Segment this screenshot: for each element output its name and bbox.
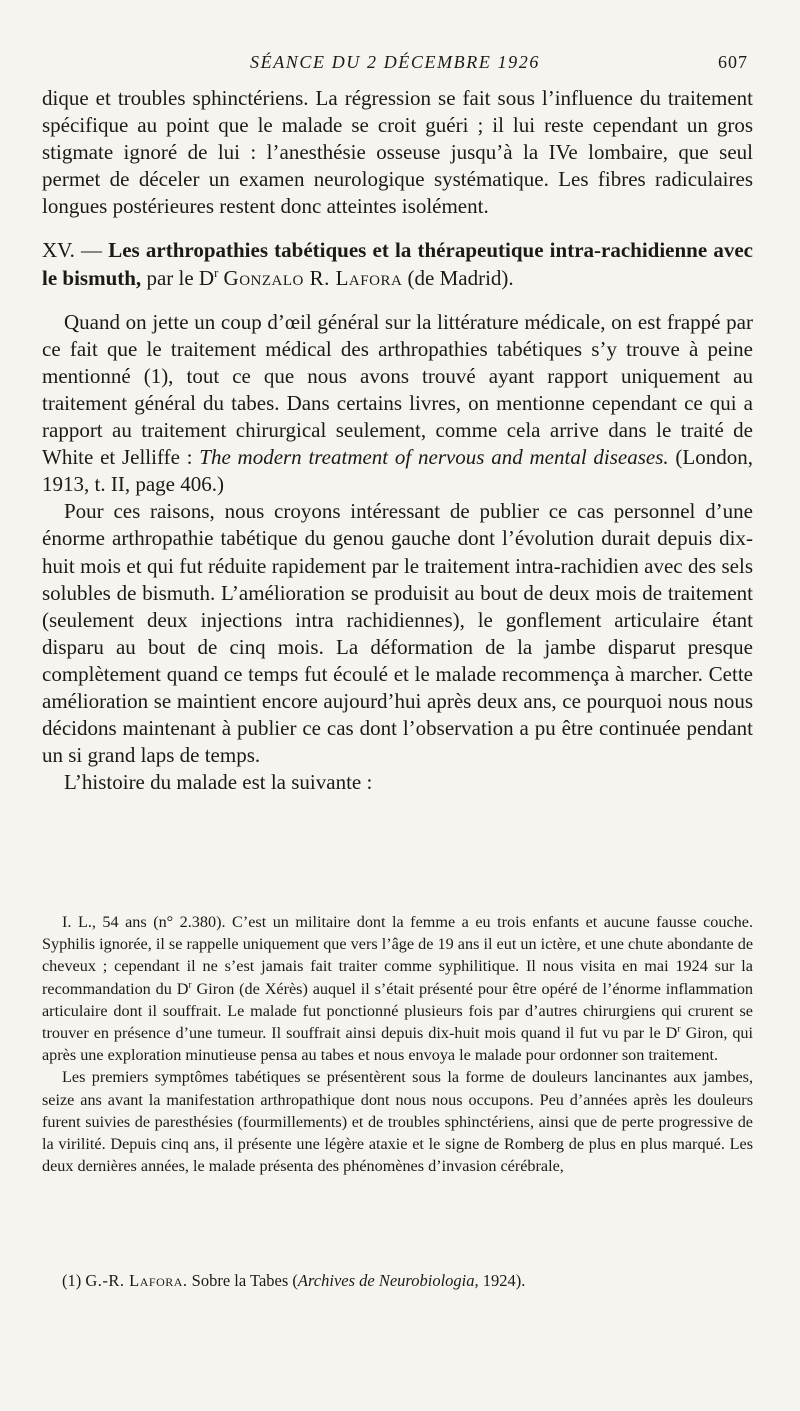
paragraph-2: Pour ces raisons, nous croyons intéressant de publier ce cas personnel d’une énorme arthropathie tabétique du genou gauche dont l’évolution durait depuis dix-huit mois et qui fut réduite rapidement par le traitement intra-rachidien avec des sels solubles de bismuth. L’amélioration se produisit au bout de deux mois de traitement (seulement deux injections intra rachidiennes), le gonflement articulaire étant disparu au bout de cinq mois. La déformation de la jambe disparut presque complètement quand ce temps fut écoulé et le malade recommença à marcher. Cette amélioration se maintient encore aujourd’hui après deux ans, ce pourquoi nous nous décidons maintenant à publier ce cas dont l’observation a pu être continuée pendant un si grand laps de temps. [42,499,753,768]
running-title: SÉANCE DU 2 DÉCEMBRE 1926 [250,52,540,72]
case-history-text-c: Giron, qui après une exploration minutieuse pensa au tabes et nous envoya le malade pour ordonner son traitement. [42,1024,754,1065]
running-head [42,52,748,78]
main-text [42,85,753,796]
footnote-marker: (1) [62,1271,82,1290]
footnote-year: 1924). [482,1271,526,1290]
footnote-author: G.-R. Lafora. [85,1271,188,1290]
paragraph-1 [42,309,753,499]
case-history-paragraph-2: Les premiers symptômes tabétiques se présentèrent sous la forme de douleurs lancinantes aux jambes, seize ans avant la manifestation arthropathique dont nous nous occupons. Peu d’années après les douleurs furent suivies de paresthésies (fourmillements) et de troubles sphinctériens, ainsi que de perte progressive de la virilité. Depuis cinq ans, il présente une légère ataxie et le signe de Romberg de plus en plus marqué. Les deux dernières années, le malade présenta des phénomènes d’invasion cérébrale, [42,1068,753,1176]
footnote: (1) G.-R. Lafora. Sobre la Tabes (Archives de Neurobiologia, 1924). [62,1271,526,1290]
footnote-title: Sobre la Tabes [191,1271,289,1290]
case-history-text-a: I. L., 54 ans (n° 2.380). C’est un militaire dont la femme a eu trois enfants et aucune fausse couche. Syphilis ignorée, il se rappelle uniquement que vers l’âge de 19 ans il eut un ictère, et une chute abondante de cheveux ; cependant il ne s’est jamais fait traiter comme syphilitique. Il nous visita en mai 1924 sur la recommandation du D [42,913,753,998]
case-history-paragraph-1 [42,911,753,1066]
intro-paragraph: dique et troubles sphinctériens. La régression se fait sous l’influence du traitement spécifique au point que le malade se croit guéri ; il lui reste cependant un gros stigmate ignoré de lui : l’anesthésie osseuse jusqu’à la IVe lombaire, que seul permet de déceler un examen neurologique systématique. Les fibres radiculaires longues postérieures restent donc atteintes isolément. [42,86,753,219]
byline-sup: r [214,265,219,280]
case-history-sup-1: r [188,979,192,991]
page-number: 607 [718,52,748,72]
cited-book-title: The modern treatment of nervous and mental diseases. [199,445,669,470]
byline-prefix: par le D [146,265,215,290]
section-number: XV. — [42,238,103,263]
paragraph-3: L’histoire du malade est la suivante : [64,770,373,795]
case-history-sup-2: r [677,1023,681,1035]
paragraph-1-text: Quand on jette un coup d’œil général sur la littérature médicale, on est frappé par ce fait que le traitement médical des arthropathies tabétiques s’y trouve à peine mentionné (1), tout ce que nous avons trouvé ayant rapport uniquement au traitement général du tabes. Dans certains livres, on mentionne cependant ce qui a rapport au traitement chirurgical seulement, comme cela arrive dans le traité de White et Jelliffe : [42,309,753,470]
author-affiliation: (de Madrid). [407,265,514,290]
section-heading [42,237,753,291]
author-name: Gonzalo R. Lafora [223,265,403,290]
case-history-text-b: Giron (de Xérès) auquel il s’était présenté pour être opéré de l’énorme inflammation articulaire dont il souffrait. Le malade fut ponctionné plusieurs fois par d’autres chirurgiens qui crurent se trouver en présence d’une tumeur. Il souffrait ainsi depuis dix-huit mois quand il fut vu par le D [42,979,754,1043]
case-history [42,911,753,1177]
section-title: Les arthropathies tabétiques et la thérapeutique intra-rachidienne avec le bismuth, [42,238,753,290]
footnote-journal: Archives de Neurobiologia, [297,1271,479,1290]
paragraph-1-citation: (London, 1913, t. II, page 406.) [42,445,753,497]
